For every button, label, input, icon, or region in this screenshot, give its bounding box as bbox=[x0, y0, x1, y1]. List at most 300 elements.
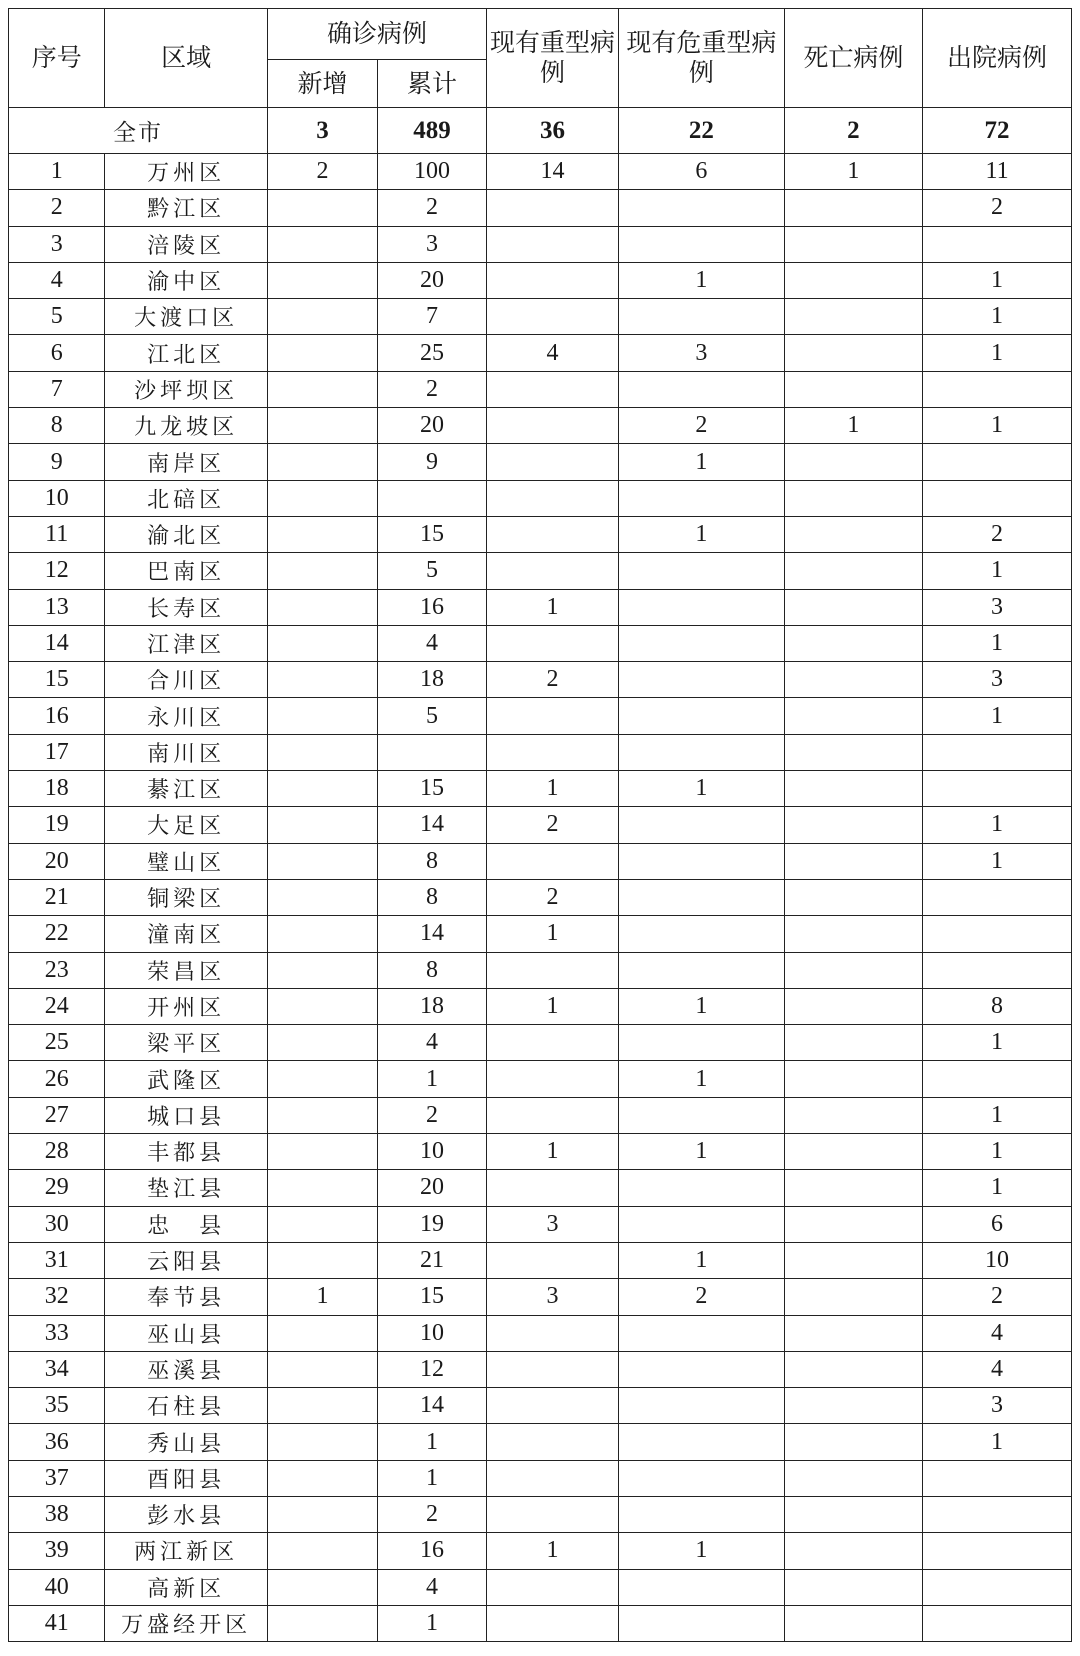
cell-discharged bbox=[923, 480, 1072, 516]
cell-severe: 2 bbox=[487, 662, 619, 698]
header-discharged: 出院病例 bbox=[923, 9, 1072, 108]
cell-severe bbox=[487, 516, 619, 552]
cell-index: 33 bbox=[9, 1315, 105, 1351]
cell-area: 南岸区 bbox=[105, 444, 267, 480]
cell-discharged: 1 bbox=[923, 1134, 1072, 1170]
total-row bbox=[9, 108, 1072, 154]
cell-deaths bbox=[784, 843, 922, 879]
cell-index: 37 bbox=[9, 1460, 105, 1496]
cell-critical bbox=[619, 1388, 785, 1424]
cell-severe bbox=[487, 843, 619, 879]
cell-area: 两江新区 bbox=[105, 1533, 267, 1569]
cell-cumulative: 16 bbox=[377, 1533, 486, 1569]
cell-new bbox=[267, 988, 377, 1024]
cell-deaths bbox=[784, 335, 922, 371]
cell-critical: 1 bbox=[619, 262, 785, 298]
table-row bbox=[9, 1424, 1072, 1460]
cell-new bbox=[267, 1025, 377, 1061]
cell-severe bbox=[487, 1569, 619, 1605]
cell-index: 34 bbox=[9, 1351, 105, 1387]
cell-deaths bbox=[784, 1242, 922, 1278]
table-row bbox=[9, 589, 1072, 625]
cell-area: 铜梁区 bbox=[105, 879, 267, 915]
table-row bbox=[9, 262, 1072, 298]
cell-deaths bbox=[784, 299, 922, 335]
cell-deaths bbox=[784, 589, 922, 625]
table-row bbox=[9, 879, 1072, 915]
cell-critical bbox=[619, 843, 785, 879]
cell-discharged bbox=[923, 371, 1072, 407]
cell-new bbox=[267, 480, 377, 516]
cell-index: 5 bbox=[9, 299, 105, 335]
cell-deaths bbox=[784, 807, 922, 843]
cell-cumulative: 1 bbox=[377, 1061, 486, 1097]
cell-index: 26 bbox=[9, 1061, 105, 1097]
cell-area: 渝北区 bbox=[105, 516, 267, 552]
cell-critical: 1 bbox=[619, 516, 785, 552]
cell-severe bbox=[487, 734, 619, 770]
table-row bbox=[9, 553, 1072, 589]
cell-discharged bbox=[923, 952, 1072, 988]
cell-critical bbox=[619, 662, 785, 698]
cell-discharged: 4 bbox=[923, 1351, 1072, 1387]
cell-critical bbox=[619, 916, 785, 952]
cell-area: 璧山区 bbox=[105, 843, 267, 879]
table-row bbox=[9, 1134, 1072, 1170]
cell-new bbox=[267, 879, 377, 915]
cell-severe: 1 bbox=[487, 916, 619, 952]
header-cumulative: 累计 bbox=[377, 60, 486, 108]
cell-severe bbox=[487, 299, 619, 335]
cell-deaths bbox=[784, 262, 922, 298]
cell-discharged bbox=[923, 734, 1072, 770]
cell-index: 31 bbox=[9, 1242, 105, 1278]
total-severe: 36 bbox=[487, 108, 619, 154]
cell-cumulative: 14 bbox=[377, 1388, 486, 1424]
cell-index: 10 bbox=[9, 480, 105, 516]
document-page bbox=[8, 8, 1072, 1642]
cell-new: 1 bbox=[267, 1279, 377, 1315]
cell-discharged bbox=[923, 444, 1072, 480]
cell-discharged: 1 bbox=[923, 1170, 1072, 1206]
cell-deaths bbox=[784, 952, 922, 988]
cell-index: 30 bbox=[9, 1206, 105, 1242]
cell-area: 荣昌区 bbox=[105, 952, 267, 988]
cell-discharged bbox=[923, 916, 1072, 952]
cell-critical: 2 bbox=[619, 408, 785, 444]
cell-critical: 1 bbox=[619, 988, 785, 1024]
cell-deaths: 1 bbox=[784, 154, 922, 190]
cell-cumulative: 4 bbox=[377, 1569, 486, 1605]
cell-deaths bbox=[784, 1097, 922, 1133]
cell-area: 潼南区 bbox=[105, 916, 267, 952]
total-discharged: 72 bbox=[923, 108, 1072, 154]
cell-deaths bbox=[784, 1315, 922, 1351]
cell-discharged: 10 bbox=[923, 1242, 1072, 1278]
cell-critical bbox=[619, 1206, 785, 1242]
cell-discharged: 1 bbox=[923, 625, 1072, 661]
cell-deaths bbox=[784, 1134, 922, 1170]
cell-discharged: 1 bbox=[923, 262, 1072, 298]
cell-deaths bbox=[784, 1605, 922, 1641]
cell-severe bbox=[487, 1170, 619, 1206]
cell-cumulative: 2 bbox=[377, 190, 486, 226]
cell-new bbox=[267, 1388, 377, 1424]
table-row bbox=[9, 952, 1072, 988]
cell-index: 27 bbox=[9, 1097, 105, 1133]
cell-new bbox=[267, 1242, 377, 1278]
cell-cumulative: 1 bbox=[377, 1605, 486, 1641]
cell-discharged: 1 bbox=[923, 1424, 1072, 1460]
cell-area: 巫山县 bbox=[105, 1315, 267, 1351]
cell-deaths bbox=[784, 1351, 922, 1387]
cell-severe: 1 bbox=[487, 589, 619, 625]
cell-discharged: 1 bbox=[923, 335, 1072, 371]
cell-index: 17 bbox=[9, 734, 105, 770]
cell-area: 开州区 bbox=[105, 988, 267, 1024]
cell-severe bbox=[487, 1496, 619, 1532]
total-deaths: 2 bbox=[784, 108, 922, 154]
cell-deaths bbox=[784, 444, 922, 480]
table-row bbox=[9, 1315, 1072, 1351]
table-row bbox=[9, 698, 1072, 734]
table-row bbox=[9, 408, 1072, 444]
cell-area: 武隆区 bbox=[105, 1061, 267, 1097]
cell-critical bbox=[619, 190, 785, 226]
cell-index: 14 bbox=[9, 625, 105, 661]
cell-area: 巴南区 bbox=[105, 553, 267, 589]
cell-cumulative: 14 bbox=[377, 807, 486, 843]
cell-critical bbox=[619, 1097, 785, 1133]
cell-area: 北碚区 bbox=[105, 480, 267, 516]
cell-deaths bbox=[784, 480, 922, 516]
cell-index: 41 bbox=[9, 1605, 105, 1641]
cell-new bbox=[267, 1315, 377, 1351]
cell-new bbox=[267, 335, 377, 371]
cell-cumulative: 3 bbox=[377, 226, 486, 262]
cell-severe bbox=[487, 1351, 619, 1387]
cell-discharged: 1 bbox=[923, 698, 1072, 734]
cell-new bbox=[267, 1460, 377, 1496]
case-statistics-table bbox=[8, 8, 1072, 1642]
table-row bbox=[9, 1279, 1072, 1315]
cell-area: 酉阳县 bbox=[105, 1460, 267, 1496]
cell-area: 城口县 bbox=[105, 1097, 267, 1133]
cell-deaths bbox=[784, 1170, 922, 1206]
cell-index: 6 bbox=[9, 335, 105, 371]
cell-cumulative: 2 bbox=[377, 371, 486, 407]
cell-new bbox=[267, 516, 377, 552]
cell-critical bbox=[619, 807, 785, 843]
table-row bbox=[9, 1025, 1072, 1061]
cell-deaths bbox=[784, 698, 922, 734]
cell-deaths: 1 bbox=[784, 408, 922, 444]
cell-cumulative: 5 bbox=[377, 698, 486, 734]
header-index: 序号 bbox=[9, 9, 105, 108]
cell-deaths bbox=[784, 879, 922, 915]
cell-critical bbox=[619, 1025, 785, 1061]
cell-discharged bbox=[923, 1061, 1072, 1097]
cell-discharged: 1 bbox=[923, 1097, 1072, 1133]
cell-index: 12 bbox=[9, 553, 105, 589]
cell-index: 35 bbox=[9, 1388, 105, 1424]
cell-new bbox=[267, 262, 377, 298]
cell-index: 8 bbox=[9, 408, 105, 444]
table-row bbox=[9, 625, 1072, 661]
cell-deaths bbox=[784, 916, 922, 952]
cell-cumulative: 7 bbox=[377, 299, 486, 335]
cell-deaths bbox=[784, 1496, 922, 1532]
cell-discharged: 3 bbox=[923, 589, 1072, 625]
cell-deaths bbox=[784, 190, 922, 226]
cell-new bbox=[267, 1605, 377, 1641]
header-critical: 现有危重型病例 bbox=[619, 9, 785, 108]
table-row bbox=[9, 1569, 1072, 1605]
cell-area: 秀山县 bbox=[105, 1424, 267, 1460]
cell-discharged: 2 bbox=[923, 190, 1072, 226]
cell-area: 涪陵区 bbox=[105, 226, 267, 262]
total-cumulative: 489 bbox=[377, 108, 486, 154]
cell-cumulative: 20 bbox=[377, 262, 486, 298]
cell-critical bbox=[619, 1569, 785, 1605]
cell-severe bbox=[487, 1097, 619, 1133]
table-row bbox=[9, 1388, 1072, 1424]
cell-area: 石柱县 bbox=[105, 1388, 267, 1424]
cell-discharged: 1 bbox=[923, 299, 1072, 335]
cell-index: 39 bbox=[9, 1533, 105, 1569]
cell-index: 22 bbox=[9, 916, 105, 952]
cell-critical bbox=[619, 698, 785, 734]
cell-critical bbox=[619, 553, 785, 589]
table-row bbox=[9, 916, 1072, 952]
cell-new bbox=[267, 734, 377, 770]
cell-deaths bbox=[784, 516, 922, 552]
cell-severe: 1 bbox=[487, 1134, 619, 1170]
cell-area: 南川区 bbox=[105, 734, 267, 770]
cell-critical bbox=[619, 879, 785, 915]
cell-discharged: 4 bbox=[923, 1315, 1072, 1351]
table-row bbox=[9, 1170, 1072, 1206]
cell-cumulative: 8 bbox=[377, 843, 486, 879]
cell-discharged: 1 bbox=[923, 1025, 1072, 1061]
table-row bbox=[9, 1496, 1072, 1532]
cell-area: 彭水县 bbox=[105, 1496, 267, 1532]
cell-deaths bbox=[784, 988, 922, 1024]
table-row bbox=[9, 1605, 1072, 1641]
cell-cumulative: 4 bbox=[377, 625, 486, 661]
cell-severe bbox=[487, 262, 619, 298]
cell-severe bbox=[487, 1025, 619, 1061]
cell-deaths bbox=[784, 625, 922, 661]
cell-discharged bbox=[923, 1496, 1072, 1532]
cell-new bbox=[267, 444, 377, 480]
cell-index: 32 bbox=[9, 1279, 105, 1315]
cell-index: 15 bbox=[9, 662, 105, 698]
cell-new bbox=[267, 771, 377, 807]
cell-cumulative: 21 bbox=[377, 1242, 486, 1278]
table-row bbox=[9, 1460, 1072, 1496]
cell-area: 云阳县 bbox=[105, 1242, 267, 1278]
cell-severe: 3 bbox=[487, 1279, 619, 1315]
cell-cumulative: 18 bbox=[377, 662, 486, 698]
table-row bbox=[9, 299, 1072, 335]
cell-new bbox=[267, 553, 377, 589]
cell-new bbox=[267, 1206, 377, 1242]
cell-severe: 4 bbox=[487, 335, 619, 371]
cell-discharged: 2 bbox=[923, 1279, 1072, 1315]
cell-index: 11 bbox=[9, 516, 105, 552]
cell-new bbox=[267, 1424, 377, 1460]
cell-cumulative: 2 bbox=[377, 1097, 486, 1133]
cell-index: 4 bbox=[9, 262, 105, 298]
cell-area: 梁平区 bbox=[105, 1025, 267, 1061]
cell-area: 江津区 bbox=[105, 625, 267, 661]
cell-index: 40 bbox=[9, 1569, 105, 1605]
cell-critical bbox=[619, 226, 785, 262]
cell-new bbox=[267, 1061, 377, 1097]
cell-critical: 6 bbox=[619, 154, 785, 190]
cell-index: 28 bbox=[9, 1134, 105, 1170]
table-row bbox=[9, 1206, 1072, 1242]
cell-index: 3 bbox=[9, 226, 105, 262]
cell-area: 忠 县 bbox=[105, 1206, 267, 1242]
cell-severe: 1 bbox=[487, 988, 619, 1024]
cell-new bbox=[267, 807, 377, 843]
table-row bbox=[9, 734, 1072, 770]
cell-area: 丰都县 bbox=[105, 1134, 267, 1170]
table-row bbox=[9, 371, 1072, 407]
total-label: 全市 bbox=[9, 108, 268, 154]
cell-index: 19 bbox=[9, 807, 105, 843]
cell-area: 万盛经开区 bbox=[105, 1605, 267, 1641]
cell-index: 18 bbox=[9, 771, 105, 807]
cell-cumulative: 25 bbox=[377, 335, 486, 371]
cell-critical bbox=[619, 952, 785, 988]
cell-critical bbox=[619, 1424, 785, 1460]
cell-critical: 1 bbox=[619, 1061, 785, 1097]
cell-severe bbox=[487, 1061, 619, 1097]
table-row bbox=[9, 988, 1072, 1024]
cell-new bbox=[267, 371, 377, 407]
cell-deaths bbox=[784, 1569, 922, 1605]
cell-severe: 1 bbox=[487, 1533, 619, 1569]
table-row bbox=[9, 154, 1072, 190]
cell-critical bbox=[619, 480, 785, 516]
table-row bbox=[9, 480, 1072, 516]
table-row bbox=[9, 662, 1072, 698]
table-row bbox=[9, 1351, 1072, 1387]
cell-critical: 2 bbox=[619, 1279, 785, 1315]
cell-deaths bbox=[784, 1206, 922, 1242]
cell-cumulative: 16 bbox=[377, 589, 486, 625]
cell-cumulative: 100 bbox=[377, 154, 486, 190]
cell-deaths bbox=[784, 226, 922, 262]
cell-index: 24 bbox=[9, 988, 105, 1024]
table-row bbox=[9, 1061, 1072, 1097]
cell-cumulative bbox=[377, 480, 486, 516]
cell-severe bbox=[487, 1315, 619, 1351]
cell-new bbox=[267, 952, 377, 988]
cell-area: 永川区 bbox=[105, 698, 267, 734]
cell-new bbox=[267, 589, 377, 625]
cell-area: 巫溪县 bbox=[105, 1351, 267, 1387]
cell-index: 20 bbox=[9, 843, 105, 879]
table-row bbox=[9, 1097, 1072, 1133]
cell-area: 渝中区 bbox=[105, 262, 267, 298]
cell-critical: 1 bbox=[619, 1242, 785, 1278]
cell-critical: 3 bbox=[619, 335, 785, 371]
cell-new bbox=[267, 662, 377, 698]
cell-deaths bbox=[784, 1061, 922, 1097]
header-deaths: 死亡病例 bbox=[784, 9, 922, 108]
cell-severe: 2 bbox=[487, 807, 619, 843]
cell-area: 江北区 bbox=[105, 335, 267, 371]
cell-index: 21 bbox=[9, 879, 105, 915]
cell-critical: 1 bbox=[619, 1533, 785, 1569]
cell-severe bbox=[487, 226, 619, 262]
cell-critical bbox=[619, 734, 785, 770]
cell-index: 25 bbox=[9, 1025, 105, 1061]
table-row bbox=[9, 843, 1072, 879]
cell-new bbox=[267, 1496, 377, 1532]
cell-deaths bbox=[784, 1460, 922, 1496]
cell-deaths bbox=[784, 662, 922, 698]
cell-cumulative: 15 bbox=[377, 1279, 486, 1315]
table-header bbox=[9, 9, 1072, 108]
table-row bbox=[9, 190, 1072, 226]
cell-new bbox=[267, 1097, 377, 1133]
cell-new bbox=[267, 698, 377, 734]
table-row bbox=[9, 226, 1072, 262]
cell-index: 9 bbox=[9, 444, 105, 480]
table-row bbox=[9, 516, 1072, 552]
cell-discharged bbox=[923, 771, 1072, 807]
table-body bbox=[9, 108, 1072, 1642]
total-critical: 22 bbox=[619, 108, 785, 154]
cell-area: 九龙坡区 bbox=[105, 408, 267, 444]
cell-discharged bbox=[923, 1569, 1072, 1605]
cell-cumulative: 20 bbox=[377, 408, 486, 444]
cell-discharged: 11 bbox=[923, 154, 1072, 190]
table-row bbox=[9, 1533, 1072, 1569]
cell-cumulative: 5 bbox=[377, 553, 486, 589]
total-new: 3 bbox=[267, 108, 377, 154]
table-row bbox=[9, 444, 1072, 480]
cell-discharged bbox=[923, 226, 1072, 262]
cell-new bbox=[267, 916, 377, 952]
cell-new: 2 bbox=[267, 154, 377, 190]
cell-severe bbox=[487, 698, 619, 734]
cell-critical: 1 bbox=[619, 444, 785, 480]
cell-severe bbox=[487, 625, 619, 661]
cell-critical bbox=[619, 625, 785, 661]
cell-cumulative: 20 bbox=[377, 1170, 486, 1206]
cell-cumulative: 15 bbox=[377, 516, 486, 552]
cell-critical bbox=[619, 1170, 785, 1206]
cell-new bbox=[267, 190, 377, 226]
cell-area: 大渡口区 bbox=[105, 299, 267, 335]
cell-discharged bbox=[923, 1533, 1072, 1569]
cell-area: 垫江县 bbox=[105, 1170, 267, 1206]
cell-discharged: 1 bbox=[923, 807, 1072, 843]
cell-severe: 3 bbox=[487, 1206, 619, 1242]
cell-new bbox=[267, 299, 377, 335]
cell-discharged: 8 bbox=[923, 988, 1072, 1024]
cell-new bbox=[267, 1569, 377, 1605]
cell-discharged: 1 bbox=[923, 408, 1072, 444]
cell-critical bbox=[619, 299, 785, 335]
cell-area: 高新区 bbox=[105, 1569, 267, 1605]
